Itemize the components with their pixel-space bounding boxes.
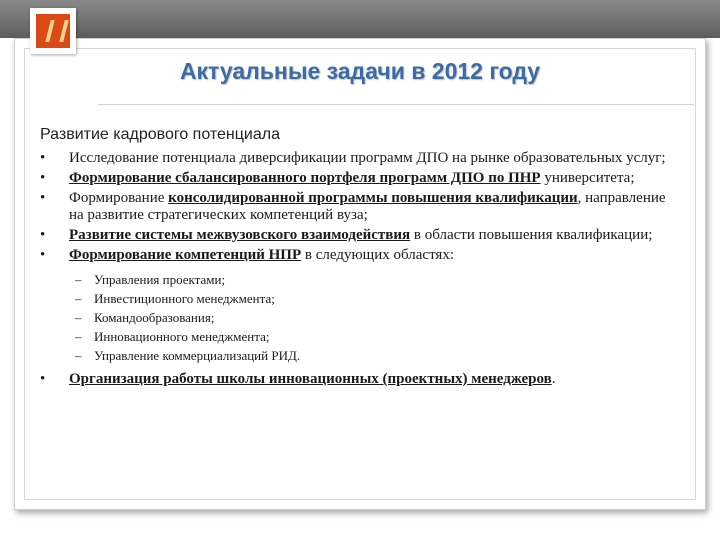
sublist-item <box>71 289 680 308</box>
bullet-icon: • <box>40 190 46 206</box>
top-bar <box>0 0 720 38</box>
list-item-emphasis: Формирование сбалансированного портфеля программ ДПО по ПНР <box>69 170 541 186</box>
bullet-icon: • <box>40 150 46 166</box>
bullet-icon: • <box>40 247 46 263</box>
list-item-emphasis: консолидированной программы повышения квалификации <box>168 190 578 206</box>
list-item-text: Исследование потенциала диверсификации программ ДПО на рынке образовательных услуг; <box>69 150 666 166</box>
list-item-text: университета; <box>540 170 635 186</box>
sublist-item <box>71 308 680 327</box>
sublist-item-text: Инновационного менеджмента; <box>94 329 270 344</box>
sublist-item-text: Командообразования; <box>94 310 215 325</box>
list-item-emphasis: Организация работы школы инновационных (проектных) менеджеров <box>69 371 552 387</box>
sublist-item-text: Инвестиционного менеджмента; <box>94 291 275 306</box>
logo-icon <box>30 8 76 54</box>
title-divider <box>98 104 694 105</box>
sublist-item <box>71 270 680 289</box>
list-item <box>40 247 680 365</box>
list-item-text: , направление на развитие стратегических компетенций вуза; <box>69 190 666 223</box>
dash-icon: – <box>75 272 82 287</box>
list-item-text: в следующих областях: <box>301 247 454 263</box>
list-item-text: . <box>551 371 556 387</box>
list-item <box>40 150 680 167</box>
sublist-item <box>71 346 680 365</box>
dash-icon: – <box>75 310 82 325</box>
sublist-item-text: Управление коммерциализаций РИД. <box>94 348 301 363</box>
bullet-icon: • <box>40 170 46 186</box>
bullet-icon: • <box>40 227 46 243</box>
list-item-emphasis: Формирование компетенций НПР <box>69 247 302 263</box>
list-item <box>40 190 680 224</box>
slide-title: Актуальные задачи в 2012 году <box>179 58 541 84</box>
dash-icon: – <box>75 291 82 306</box>
dash-icon: – <box>75 329 82 344</box>
list-item-text: Формирование <box>69 190 169 206</box>
competency-sublist <box>71 270 680 365</box>
bullet-icon: • <box>40 371 46 387</box>
task-list <box>40 150 680 391</box>
dash-icon: – <box>75 348 82 363</box>
sublist-item-text: Управления проектами; <box>94 272 226 287</box>
list-item <box>40 371 680 388</box>
slide-subtitle: Развитие кадрового потенциала <box>40 126 280 143</box>
logo-square <box>36 14 70 48</box>
list-item-text: в области повышения квалификации; <box>410 227 653 243</box>
list-item <box>40 170 680 187</box>
sublist-item <box>71 327 680 346</box>
logo-glyph <box>45 20 68 42</box>
list-item-emphasis: Развитие системы межвузовского взаимодействия <box>69 227 411 243</box>
list-item <box>40 227 680 244</box>
